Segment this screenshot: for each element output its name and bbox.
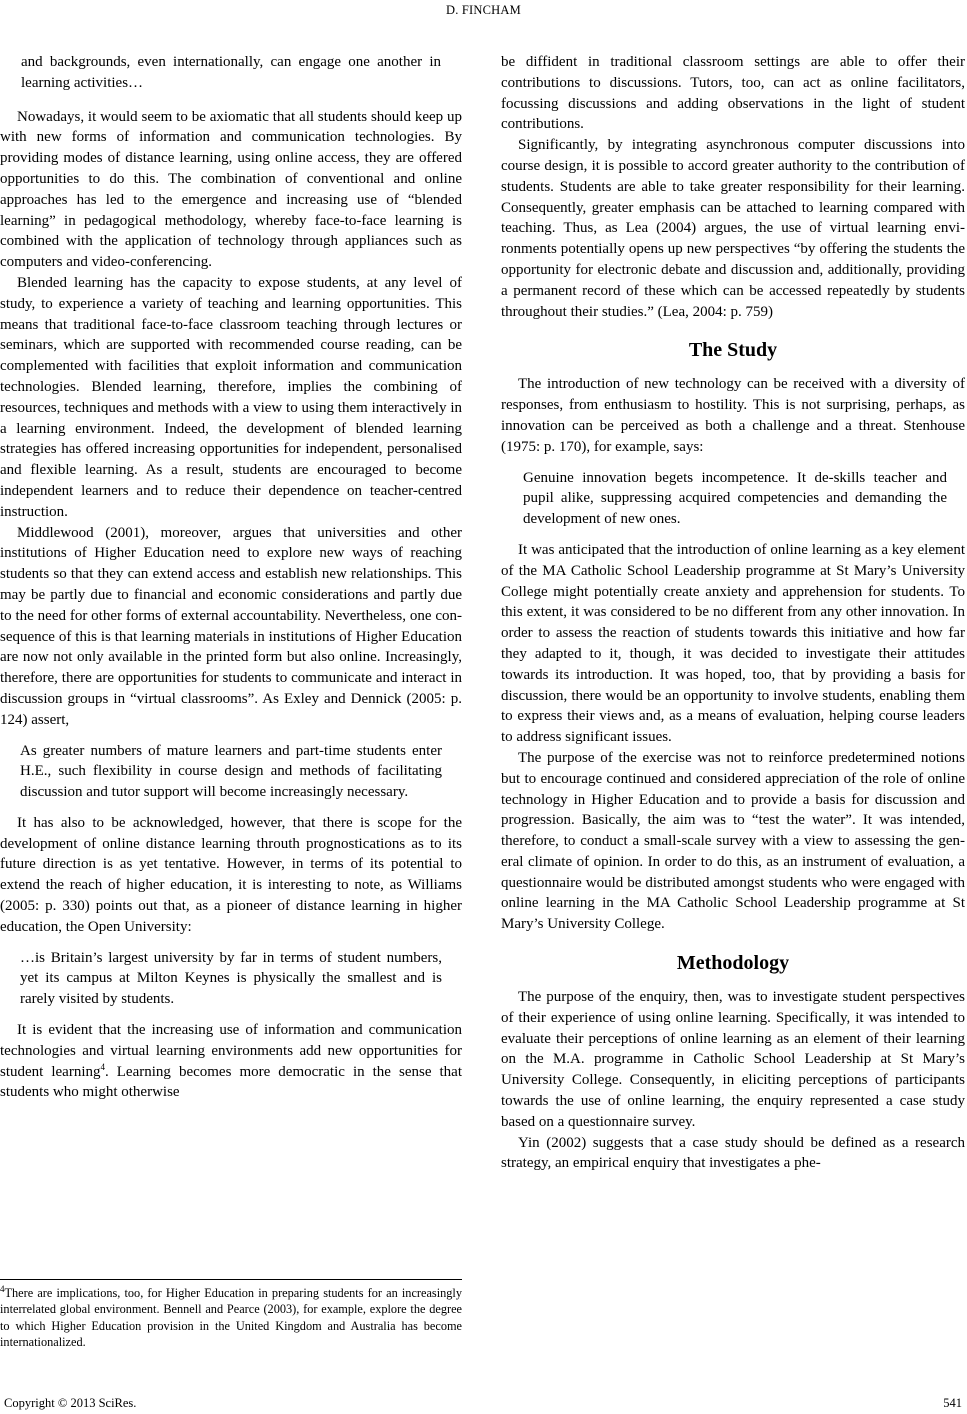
footnote-reference[interactable]: 4 [100, 1061, 105, 1072]
left-column [0, 52, 462, 1103]
footnote [0, 1285, 462, 1350]
block-quote: As greater numbers of mature learners and part-time students enter H.E., such flexibility in course design and methods of facilitating discussion and tutor support will become increasingly necessary. [20, 742, 442, 801]
paragraph [0, 1020, 462, 1103]
paragraph: It has also to be acknowledged, however, that there is scope for the development of online distance learning throuth prognostications as to its future direction is as yet tentative. However, in terms of its potential to extend the reach of higher education, it is interesting to note, as Williams (2005: p. 330) points out that, as a pioneer of distance learning in higher education, the Open University: [0, 814, 462, 935]
section-heading: The Study [688, 339, 778, 362]
block-quote-continued: and backgrounds, even internationally, can engage one another in learning activities… [21, 54, 441, 91]
running-head: D. FINCHAM [446, 3, 521, 17]
paragraph: The purpose of the exercise was not to reinforce predetermined notions but to encourage continued and considered appreciation of the role of online technology in Higher Education and to provide a basis for discussion and progression. Basically, the aim was to “test the water”. It was intended, therefore, to conduct a small-scale survey with a view to assessing the general climate of opinion. In order to do this, as an instrument of evaluation, a questionnaire would be distributed amongst students who were engaged with online learning in the MA Catholic School Leadership programme at St Mary’s University College. [501, 749, 965, 933]
footnote-text: There are implications, too, for Higher Education in preparing students for an increasingly interrelated global environment. Bennell and Pearce (2003), for example, explore the degree to which Higher Education provision in the United Kingdom and Australia has become internationalized. [0, 1286, 462, 1349]
footnote-divider [0, 1279, 462, 1280]
paragraph-text: . Learning becomes more democratic in the sense that students who might otherwise [0, 1063, 462, 1101]
paragraph: The introduction of new technology can be received with a diversity of responses, from enthusiasm to hostility. This is not surprising, perhaps, as innovation can be perceived as both a challenge and a threat. Stenhouse (1975: p. 170), for example, says: [501, 376, 965, 455]
block-quote: Genuine innovation begets incompetence. It de-skills teacher and pupil alike, suppressing acquired competencies and demanding the development of new ones. [523, 469, 947, 528]
paragraph: Nowadays, it would seem to be axiomatic that all students should keep up with new forms of information and communication technologies. By providing modes of distance learning, using online access, they are offered opportunities to do this. The combination of conventional and online approaches has led to the emergence and increasing use of “blended learning” in pedagogical methodology, whereby face-to-face learning is combined with the application of technology through appliances such as computers and video-conferencing. [0, 108, 462, 271]
copyright-notice: Copyright © 2013 SciRes. [4, 1396, 137, 1410]
paragraph: Blended learning has the capacity to expose students, at any level of study, to experience a variety of teaching and learning opportunities. This means that traditional face-to-face classroom teaching through lectures or seminars, which are supported with recommended course reading, can be complemented with facilities that exploit information and communication technologies. Blended learning, therefore, implies the combining of resources, techniques and methods with a view to using them interactively in a learning environment. Indeed, the development of blended learning strategies has offered increasing opportunities for independent, personalised and flexible learning. As a result, students are encouraged to become independent learners and to reduce their dependence on teacher-centred instruction. [0, 274, 462, 520]
block-quote: …is Britain’s largest university by far in terms of student numbers, yet its campus at Milton Keynes is physically the smallest and is rarely visited by students. [20, 949, 442, 1008]
paragraph: It was anticipated that the introduction of online learning as a key element of the MA Catholic School Leadership programme at St Mary’s University College might potentially create anxiety and apprehension for students. To this extent, it was considered to be no different from any other innovation. In order to assess the reaction of students towards this initiative and how far they adapted to it, though, it was decided to investigate their attitudes towards its introduction. It was hoped, too, that by providing a basis for discussion, there would be an opportunity to involve students, enabling them to express their views and, as a means of evaluation, helping course leaders to address significant issues. [501, 541, 965, 746]
right-column [501, 52, 965, 1174]
paragraph: Middlewood (2001), moreover, argues that universities and other institutions of Higher Education need to explore new ways of reaching students so that they can extend access and establish new relationships. This may be partly due to financial and economic considerations and partly due to the need for other forms of external accountability. Nevertheless, one consequence of this is that learning materials in institutions of Higher Education are now not only available in the printed form but also online. Increasingly, therefore, there are opportunities for students to communicate and interact in discussion groups in “virtual classrooms”. As Exley and Dennick (2005: p. 124) assert, [0, 524, 462, 728]
paragraph: Yin (2002) suggests that a case study should be defined as a research strategy, an empirical enquiry that investigates a phe- [501, 1134, 965, 1172]
footnote-marker: 4 [0, 1283, 5, 1294]
section-heading: Methodology [676, 952, 790, 975]
paragraph: The purpose of the enquiry, then, was to investigate student perspectives of their experience of using online learning. Specifically, it was intended to evaluate their perceptions of online learning as an element of their learning on the M.A. programme in Catholic School Leadership at St Mary’s University College. Consequently, in eliciting perceptions of participants towards the use of online learning, the enquiry represented a case study based on a questionnaire survey. [501, 989, 965, 1130]
paragraph-text: It is evident that the increasing use of information and communication technologies and virtual learning environments add new opportunities for student learning [0, 1022, 462, 1080]
page-number: 541 [943, 1396, 962, 1410]
paragraph: be diffident in traditional classroom settings are able to offer their contributions to discussions. Tutors, too, can act as online facilitators, focussing discussions and adding observations in the light of student contributions. [501, 54, 965, 133]
paragraph: Significantly, by integrating asynchronous computer discussions into course design, it is possible to accord greater authority to the contribution of students. Students are able to take greater responsibility for their learning. Consequently, greater emphasis can be attached to learning compared with teaching. Thus, as Lea (2004) argues, the use of virtual learning environments potentially opens up new perspectives “by offering the students the opportunity for electronic debate and discussion and, additionally, providing a permanent record of these which can be accessed repeatedly by students throughout their studies.” (Lea, 2004: p. 759) [501, 137, 965, 320]
